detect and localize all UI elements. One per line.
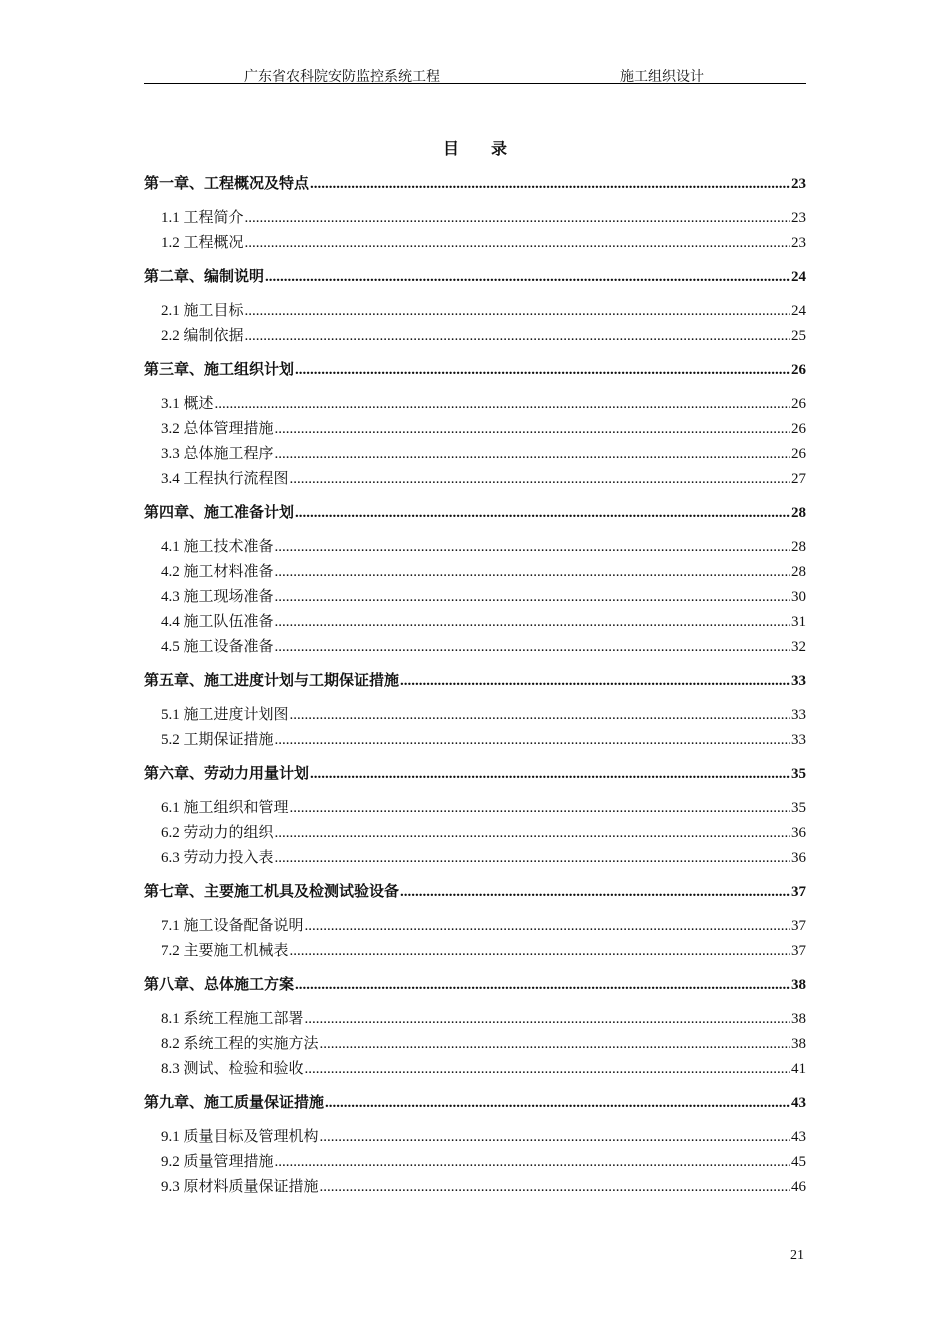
toc-leader-dots bbox=[275, 732, 790, 749]
toc-section-entry[interactable] bbox=[161, 585, 806, 606]
toc-entry-label: 5.1 施工进度计划图 bbox=[161, 707, 289, 723]
toc-entry-page: 43 bbox=[791, 1095, 806, 1111]
toc-entry-page: 46 bbox=[791, 1179, 806, 1195]
toc-leader-dots bbox=[400, 673, 790, 690]
toc-leader-dots bbox=[275, 446, 790, 463]
toc-entry-page: 26 bbox=[791, 396, 806, 412]
toc-entry-page: 23 bbox=[791, 235, 806, 251]
toc-section-entry[interactable] bbox=[161, 1032, 806, 1053]
toc-leader-dots bbox=[320, 1129, 790, 1146]
toc-section-entry[interactable] bbox=[161, 846, 806, 867]
toc-section-entry[interactable] bbox=[161, 1057, 806, 1078]
toc-entry-label: 第三章、施工组织计划 bbox=[144, 362, 295, 378]
header-rule bbox=[144, 83, 806, 84]
toc-entry-label: 第八章、总体施工方案 bbox=[144, 977, 295, 993]
toc-entry-page: 38 bbox=[791, 1036, 806, 1052]
toc-leader-dots bbox=[275, 850, 790, 867]
toc-entry-label: 第四章、施工准备计划 bbox=[144, 505, 295, 521]
toc-leader-dots bbox=[275, 589, 790, 606]
header-project-title: 广东省农科院安防监控系统工程 bbox=[244, 70, 440, 85]
toc-leader-dots bbox=[305, 1061, 790, 1078]
toc-entry-label: 第七章、主要施工机具及检测试验设备 bbox=[144, 884, 400, 900]
toc-leader-dots bbox=[265, 269, 790, 286]
toc-leader-dots bbox=[275, 421, 790, 438]
toc-leader-dots bbox=[275, 539, 790, 556]
page-number: 21 bbox=[790, 1248, 804, 1263]
toc-section-entry[interactable] bbox=[161, 231, 806, 252]
toc-section-entry[interactable] bbox=[161, 635, 806, 656]
toc-entry-label: 8.2 系统工程的实施方法 bbox=[161, 1036, 319, 1052]
toc-entry-page: 35 bbox=[791, 766, 806, 782]
toc-entry-label: 8.1 系统工程施工部署 bbox=[161, 1011, 304, 1027]
toc-entry-page: 33 bbox=[791, 707, 806, 723]
toc-section-entry[interactable] bbox=[161, 796, 806, 817]
toc-entry-label: 8.3 测试、检验和验收 bbox=[161, 1061, 304, 1077]
toc-section-entry[interactable] bbox=[161, 1175, 806, 1196]
toc-entry-label: 第一章、工程概况及特点 bbox=[144, 176, 310, 192]
toc-section-entry[interactable] bbox=[161, 392, 806, 413]
toc-entry-page: 28 bbox=[791, 564, 806, 580]
toc-entry-page: 24 bbox=[791, 303, 806, 319]
toc-entry-label: 9.3 原材料质量保证措施 bbox=[161, 1179, 319, 1195]
toc-chapter-entry[interactable] bbox=[144, 973, 806, 994]
toc-entry-page: 33 bbox=[791, 732, 806, 748]
toc-entry-label: 第五章、施工进度计划与工期保证措施 bbox=[144, 673, 400, 689]
toc-section-entry[interactable] bbox=[161, 467, 806, 488]
toc-leader-dots bbox=[245, 328, 790, 345]
toc-leader-dots bbox=[275, 564, 790, 581]
toc-entry-page: 31 bbox=[791, 614, 806, 630]
toc-entry-label: 3.1 概述 bbox=[161, 396, 214, 412]
toc-entry-label: 2.1 施工目标 bbox=[161, 303, 244, 319]
toc-section-entry[interactable] bbox=[161, 821, 806, 842]
toc-entry-label: 6.1 施工组织和管理 bbox=[161, 800, 289, 816]
toc-leader-dots bbox=[320, 1179, 790, 1196]
toc-entry-label: 3.2 总体管理措施 bbox=[161, 421, 274, 437]
toc-leader-dots bbox=[290, 471, 790, 488]
toc-entry-page: 33 bbox=[791, 673, 806, 689]
toc-entry-label: 4.3 施工现场准备 bbox=[161, 589, 274, 605]
toc-entry-label: 6.3 劳动力投入表 bbox=[161, 850, 274, 866]
toc-entry-label: 2.2 编制依据 bbox=[161, 328, 244, 344]
toc-entry-page: 27 bbox=[791, 471, 806, 487]
toc-leader-dots bbox=[290, 943, 790, 960]
toc-section-entry[interactable] bbox=[161, 299, 806, 320]
toc-entry-page: 35 bbox=[791, 800, 806, 816]
toc-entry-page: 43 bbox=[791, 1129, 806, 1145]
toc-leader-dots bbox=[305, 918, 790, 935]
toc-leader-dots bbox=[245, 235, 790, 252]
toc-leader-dots bbox=[295, 362, 790, 379]
toc-leader-dots bbox=[320, 1036, 790, 1053]
toc-leader-dots bbox=[275, 825, 790, 842]
toc-entry-page: 45 bbox=[791, 1154, 806, 1170]
toc-entry-label: 3.4 工程执行流程图 bbox=[161, 471, 289, 487]
toc-chapter-entry[interactable] bbox=[144, 880, 806, 901]
toc-leader-dots bbox=[215, 396, 790, 413]
toc-entry-page: 36 bbox=[791, 850, 806, 866]
toc-entry-page: 28 bbox=[791, 539, 806, 555]
toc-leader-dots bbox=[305, 1011, 790, 1028]
toc-leader-dots bbox=[275, 639, 790, 656]
toc-chapter-entry[interactable] bbox=[144, 172, 806, 193]
toc-entry-label: 6.2 劳动力的组织 bbox=[161, 825, 274, 841]
toc-entry-page: 23 bbox=[791, 210, 806, 226]
toc-entry-label: 第二章、编制说明 bbox=[144, 269, 265, 285]
toc-entry-label: 第六章、劳动力用量计划 bbox=[144, 766, 310, 782]
toc-leader-dots bbox=[245, 210, 790, 227]
toc-chapter-entry[interactable] bbox=[144, 358, 806, 379]
toc-leader-dots bbox=[275, 614, 790, 631]
toc-entry-page: 23 bbox=[791, 176, 806, 192]
toc-section-entry[interactable] bbox=[161, 1150, 806, 1171]
toc-entry-page: 28 bbox=[791, 505, 806, 521]
toc-entry-page: 32 bbox=[791, 639, 806, 655]
toc-entry-label: 5.2 工期保证措施 bbox=[161, 732, 274, 748]
toc-section-entry[interactable] bbox=[161, 610, 806, 631]
toc-entry-page: 26 bbox=[791, 362, 806, 378]
toc-chapter-entry[interactable] bbox=[144, 501, 806, 522]
toc-entry-page: 30 bbox=[791, 589, 806, 605]
toc-leader-dots bbox=[290, 800, 790, 817]
toc-entry-label: 7.2 主要施工机械表 bbox=[161, 943, 289, 959]
toc-entry-label: 9.1 质量目标及管理机构 bbox=[161, 1129, 319, 1145]
toc-entry-label: 4.1 施工技术准备 bbox=[161, 539, 274, 555]
toc-entry-page: 38 bbox=[791, 1011, 806, 1027]
toc-entry-label: 1.2 工程概况 bbox=[161, 235, 244, 251]
toc-leader-dots bbox=[310, 766, 790, 783]
toc-chapter-entry[interactable] bbox=[144, 1091, 806, 1112]
toc-entry-page: 38 bbox=[791, 977, 806, 993]
toc-leader-dots bbox=[325, 1095, 790, 1112]
toc-entry-page: 26 bbox=[791, 446, 806, 462]
toc-section-entry[interactable] bbox=[161, 442, 806, 463]
page-header bbox=[144, 66, 806, 84]
toc-entry-page: 26 bbox=[791, 421, 806, 437]
toc-leader-dots bbox=[295, 505, 790, 522]
toc-entry-label: 4.5 施工设备准备 bbox=[161, 639, 274, 655]
toc-entry-label: 1.1 工程简介 bbox=[161, 210, 244, 226]
toc-entry-page: 37 bbox=[791, 918, 806, 934]
toc-section-entry[interactable] bbox=[161, 417, 806, 438]
toc-leader-dots bbox=[275, 1154, 790, 1171]
toc-section-entry[interactable] bbox=[161, 324, 806, 345]
toc-entry-label: 4.2 施工材料准备 bbox=[161, 564, 274, 580]
toc-entry-label: 3.3 总体施工程序 bbox=[161, 446, 274, 462]
toc-chapter-entry[interactable] bbox=[144, 669, 806, 690]
toc-section-entry[interactable] bbox=[161, 914, 806, 935]
toc-section-entry[interactable] bbox=[161, 535, 806, 556]
toc-leader-dots bbox=[310, 176, 790, 193]
toc-section-entry[interactable] bbox=[161, 703, 806, 724]
toc-leader-dots bbox=[245, 303, 790, 320]
toc-chapter-entry[interactable] bbox=[144, 265, 806, 286]
toc-chapter-entry[interactable] bbox=[144, 762, 806, 783]
toc-entry-label: 4.4 施工队伍准备 bbox=[161, 614, 274, 630]
toc-entry-page: 25 bbox=[791, 328, 806, 344]
toc-entry-label: 9.2 质量管理措施 bbox=[161, 1154, 274, 1170]
toc-entry-page: 37 bbox=[791, 943, 806, 959]
toc-leader-dots bbox=[295, 977, 790, 994]
toc-entry-page: 37 bbox=[791, 884, 806, 900]
toc-section-entry[interactable] bbox=[161, 939, 806, 960]
toc-entry-label: 第九章、施工质量保证措施 bbox=[144, 1095, 325, 1111]
toc-entry-page: 41 bbox=[791, 1061, 806, 1077]
toc-section-entry[interactable] bbox=[161, 1125, 806, 1146]
header-document-type: 施工组织设计 bbox=[620, 70, 704, 85]
toc-section-entry[interactable] bbox=[161, 1007, 806, 1028]
toc-entry-page: 24 bbox=[791, 269, 806, 285]
toc-section-entry[interactable] bbox=[161, 206, 806, 227]
toc-title: 目 录 bbox=[442, 141, 521, 158]
toc-leader-dots bbox=[290, 707, 790, 724]
toc-leader-dots bbox=[400, 884, 790, 901]
toc-entry-label: 7.1 施工设备配备说明 bbox=[161, 918, 304, 934]
toc-entry-page: 36 bbox=[791, 825, 806, 841]
toc-section-entry[interactable] bbox=[161, 560, 806, 581]
toc-section-entry[interactable] bbox=[161, 728, 806, 749]
